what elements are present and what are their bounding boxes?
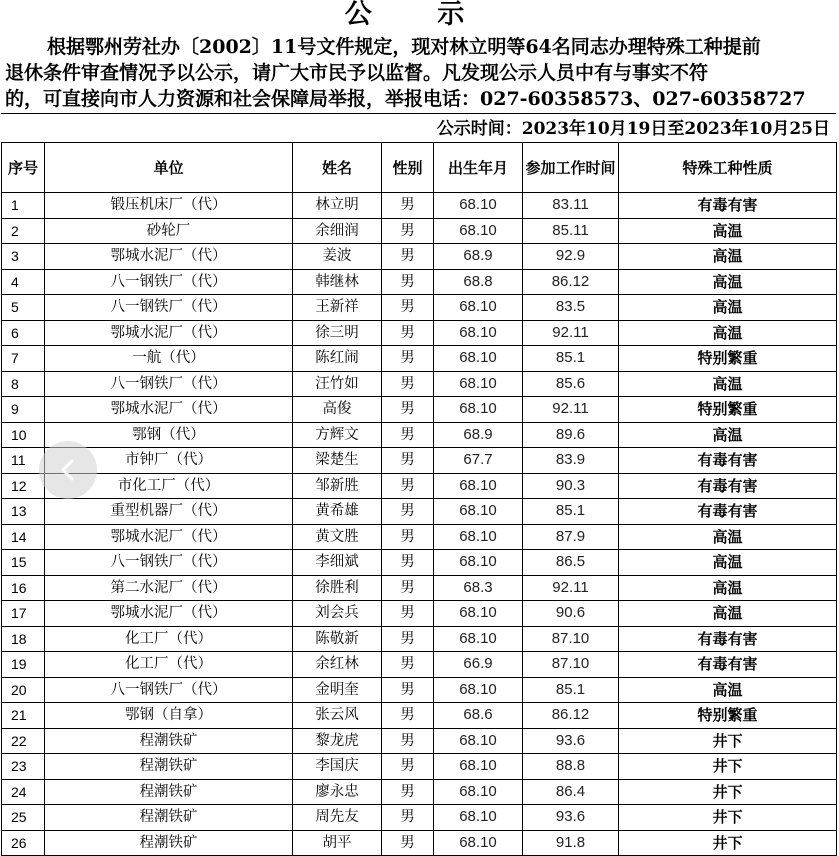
cell-gender: 男 <box>382 244 434 270</box>
cell-seq: 24 <box>2 779 45 805</box>
cell-unit: 鄂城水泥厂（代） <box>45 397 293 423</box>
notice-sheet <box>1 0 836 854</box>
cell-seq: 18 <box>2 626 45 652</box>
table-row <box>2 218 837 244</box>
cell-work-start: 86.12 <box>523 703 619 729</box>
cell-gender: 男 <box>382 779 434 805</box>
cell-job-nature: 井下 <box>619 779 837 805</box>
cell-name: 姜波 <box>293 244 382 270</box>
cell-name: 黄文胜 <box>293 524 382 550</box>
cell-unit: 砂轮厂 <box>45 218 293 244</box>
cell-gender: 男 <box>382 269 434 295</box>
table-row <box>2 397 837 423</box>
cell-seq: 20 <box>2 677 45 703</box>
cell-work-start: 92.11 <box>523 575 619 601</box>
cell-seq: 5 <box>2 295 45 321</box>
cell-job-nature: 高温 <box>619 320 837 346</box>
cell-seq: 19 <box>2 652 45 678</box>
cell-seq: 25 <box>2 805 45 831</box>
table-row <box>2 754 837 780</box>
cell-job-nature: 高温 <box>619 269 837 295</box>
cell-unit: 程潮铁矿 <box>45 754 293 780</box>
cell-unit: 八一钢铁厂（代） <box>45 550 293 576</box>
table-row <box>2 499 837 525</box>
cell-seq: 9 <box>2 397 45 423</box>
cell-name: 高俊 <box>293 397 382 423</box>
cell-seq: 11 <box>2 448 45 474</box>
cell-work-start: 91.8 <box>523 830 619 856</box>
cell-unit: 程潮铁矿 <box>45 805 293 831</box>
divider <box>1 113 836 114</box>
cell-unit: 鄂钢（自拿） <box>45 703 293 729</box>
cell-gender: 男 <box>382 754 434 780</box>
intro-line: 根据鄂州劳社办〔2002〕11号文件规定，现对林立明等64名同志办理特殊工种提前 <box>47 36 761 58</box>
table-row <box>2 448 837 474</box>
header-seq: 序号 <box>2 143 45 193</box>
cell-name: 廖永忠 <box>293 779 382 805</box>
notice-period: 公示时间：2023年10月19日至2023年10月25日 <box>436 119 830 139</box>
table-row <box>2 626 837 652</box>
cell-job-nature: 高温 <box>619 524 837 550</box>
cell-gender: 男 <box>382 397 434 423</box>
cell-work-start: 85.1 <box>523 346 619 372</box>
cell-job-nature: 高温 <box>619 601 837 627</box>
cell-gender: 男 <box>382 703 434 729</box>
cell-unit: 一航（代） <box>45 346 293 372</box>
cell-birth: 68.10 <box>434 601 523 627</box>
cell-unit: 第二水泥厂（代） <box>45 575 293 601</box>
table-body <box>2 193 837 856</box>
cell-gender: 男 <box>382 499 434 525</box>
cell-work-start: 86.4 <box>523 779 619 805</box>
cell-unit: 锻压机床厂（代） <box>45 193 293 219</box>
cell-gender: 男 <box>382 677 434 703</box>
table-row <box>2 371 837 397</box>
cell-job-nature: 井下 <box>619 754 837 780</box>
cell-job-nature: 有毒有害 <box>619 626 837 652</box>
cell-seq: 12 <box>2 473 45 499</box>
cell-work-start: 86.12 <box>523 269 619 295</box>
cell-job-nature: 有毒有害 <box>619 448 837 474</box>
cell-job-nature: 高温 <box>619 244 837 270</box>
cell-gender: 男 <box>382 805 434 831</box>
cell-seq: 26 <box>2 830 45 856</box>
cell-job-nature: 特别繁重 <box>619 346 837 372</box>
page-title: 公 示 <box>344 0 493 30</box>
cell-unit: 重型机器厂（代） <box>45 499 293 525</box>
cell-gender: 男 <box>382 473 434 499</box>
cell-name: 李细斌 <box>293 550 382 576</box>
cell-name: 徐胜利 <box>293 575 382 601</box>
cell-name: 黄希雄 <box>293 499 382 525</box>
cell-seq: 21 <box>2 703 45 729</box>
cell-seq: 14 <box>2 524 45 550</box>
cell-work-start: 87.10 <box>523 652 619 678</box>
cell-work-start: 93.6 <box>523 805 619 831</box>
cell-unit: 化工厂（代） <box>45 652 293 678</box>
cell-birth: 68.9 <box>434 422 523 448</box>
cell-work-start: 93.6 <box>523 728 619 754</box>
table-row <box>2 269 837 295</box>
cell-gender: 男 <box>382 346 434 372</box>
cell-seq: 13 <box>2 499 45 525</box>
cell-birth: 68.6 <box>434 703 523 729</box>
cell-gender: 男 <box>382 295 434 321</box>
table-row <box>2 524 837 550</box>
cell-unit: 鄂钢（代） <box>45 422 293 448</box>
cell-name: 邹新胜 <box>293 473 382 499</box>
cell-gender: 男 <box>382 422 434 448</box>
cell-job-nature: 有毒有害 <box>619 652 837 678</box>
cell-seq: 8 <box>2 371 45 397</box>
cell-gender: 男 <box>382 371 434 397</box>
cell-name: 林立明 <box>293 193 382 219</box>
header-work-start: 参加工作时间 <box>523 143 619 193</box>
cell-birth: 68.10 <box>434 193 523 219</box>
cell-unit: 程潮铁矿 <box>45 728 293 754</box>
cell-birth: 68.10 <box>434 830 523 856</box>
cell-unit: 鄂城水泥厂（代） <box>45 320 293 346</box>
cell-birth: 68.10 <box>434 218 523 244</box>
cell-job-nature: 高温 <box>619 218 837 244</box>
cell-seq: 4 <box>2 269 45 295</box>
table-row <box>2 550 837 576</box>
cell-job-nature: 高温 <box>619 550 837 576</box>
table-row <box>2 244 837 270</box>
cell-job-nature: 有毒有害 <box>619 193 837 219</box>
cell-job-nature: 特别繁重 <box>619 703 837 729</box>
table-row <box>2 652 837 678</box>
cell-job-nature: 井下 <box>619 830 837 856</box>
header-name: 姓名 <box>293 143 382 193</box>
cell-work-start: 83.5 <box>523 295 619 321</box>
cell-work-start: 85.1 <box>523 677 619 703</box>
cell-work-start: 85.6 <box>523 371 619 397</box>
cell-work-start: 92.11 <box>523 397 619 423</box>
table-row <box>2 677 837 703</box>
table-row <box>2 601 837 627</box>
cell-job-nature: 高温 <box>619 677 837 703</box>
header-job-nature: 特殊工种性质 <box>619 143 837 193</box>
cell-name: 王新祥 <box>293 295 382 321</box>
cell-name: 张云风 <box>293 703 382 729</box>
cell-name: 梁楚生 <box>293 448 382 474</box>
table-row <box>2 728 837 754</box>
cell-unit: 鄂城水泥厂（代） <box>45 244 293 270</box>
table-row <box>2 320 837 346</box>
previous-page-button[interactable] <box>39 441 97 499</box>
cell-birth: 68.10 <box>434 499 523 525</box>
table-header-row <box>2 143 837 193</box>
cell-birth: 68.8 <box>434 269 523 295</box>
cell-birth: 68.10 <box>434 320 523 346</box>
cell-gender: 男 <box>382 728 434 754</box>
cell-gender: 男 <box>382 524 434 550</box>
cell-job-nature: 高温 <box>619 371 837 397</box>
cell-unit: 鄂城水泥厂（代） <box>45 601 293 627</box>
cell-gender: 男 <box>382 448 434 474</box>
cell-gender: 男 <box>382 320 434 346</box>
cell-unit: 八一钢铁厂（代） <box>45 269 293 295</box>
table-row <box>2 473 837 499</box>
cell-birth: 68.10 <box>434 728 523 754</box>
cell-birth: 68.10 <box>434 346 523 372</box>
cell-name: 金明奎 <box>293 677 382 703</box>
cell-job-nature: 有毒有害 <box>619 473 837 499</box>
cell-seq: 1 <box>2 193 45 219</box>
table-row <box>2 830 837 856</box>
cell-name: 余细润 <box>293 218 382 244</box>
table-row <box>2 193 837 219</box>
chevron-left-icon <box>57 458 79 482</box>
cell-unit: 化工厂（代） <box>45 626 293 652</box>
cell-seq: 7 <box>2 346 45 372</box>
cell-work-start: 83.9 <box>523 448 619 474</box>
cell-birth: 68.3 <box>434 575 523 601</box>
cell-name: 黎龙虎 <box>293 728 382 754</box>
header-unit: 单位 <box>45 143 293 193</box>
cell-job-nature: 高温 <box>619 422 837 448</box>
cell-seq: 15 <box>2 550 45 576</box>
cell-name: 汪竹如 <box>293 371 382 397</box>
cell-birth: 68.10 <box>434 805 523 831</box>
cell-birth: 68.10 <box>434 524 523 550</box>
cell-birth: 68.10 <box>434 754 523 780</box>
table-row <box>2 422 837 448</box>
cell-work-start: 92.9 <box>523 244 619 270</box>
cell-unit: 八一钢铁厂（代） <box>45 295 293 321</box>
cell-gender: 男 <box>382 830 434 856</box>
cell-job-nature: 井下 <box>619 728 837 754</box>
cell-gender: 男 <box>382 652 434 678</box>
retirement-table <box>1 142 837 856</box>
table-row <box>2 346 837 372</box>
cell-seq: 10 <box>2 422 45 448</box>
cell-birth: 68.9 <box>434 244 523 270</box>
cell-name: 刘会兵 <box>293 601 382 627</box>
cell-birth: 68.10 <box>434 371 523 397</box>
intro-line: 的，可直接向市人力资源和社会保障局举报，举报电话：027-60358573、027-60358727 <box>5 88 806 110</box>
cell-name: 周先友 <box>293 805 382 831</box>
cell-work-start: 90.6 <box>523 601 619 627</box>
cell-name: 胡平 <box>293 830 382 856</box>
cell-work-start: 87.9 <box>523 524 619 550</box>
cell-gender: 男 <box>382 218 434 244</box>
cell-name: 陈红闹 <box>293 346 382 372</box>
cell-unit: 市钟厂（代） <box>45 448 293 474</box>
cell-name: 韩继林 <box>293 269 382 295</box>
cell-job-nature: 高温 <box>619 575 837 601</box>
table-row <box>2 295 837 321</box>
cell-work-start: 87.10 <box>523 626 619 652</box>
cell-birth: 68.10 <box>434 626 523 652</box>
cell-unit: 程潮铁矿 <box>45 830 293 856</box>
cell-birth: 66.9 <box>434 652 523 678</box>
cell-gender: 男 <box>382 626 434 652</box>
intro-paragraph <box>5 34 831 112</box>
cell-job-nature: 特别繁重 <box>619 397 837 423</box>
cell-seq: 2 <box>2 218 45 244</box>
cell-work-start: 89.6 <box>523 422 619 448</box>
cell-work-start: 88.8 <box>523 754 619 780</box>
cell-gender: 男 <box>382 575 434 601</box>
cell-name: 方辉文 <box>293 422 382 448</box>
cell-work-start: 83.11 <box>523 193 619 219</box>
cell-seq: 3 <box>2 244 45 270</box>
cell-seq: 17 <box>2 601 45 627</box>
cell-job-nature: 井下 <box>619 805 837 831</box>
header-birth: 出生年月 <box>434 143 523 193</box>
cell-gender: 男 <box>382 193 434 219</box>
cell-name: 余红林 <box>293 652 382 678</box>
cell-name: 陈敬新 <box>293 626 382 652</box>
cell-unit: 鄂城水泥厂（代） <box>45 524 293 550</box>
cell-name: 徐三明 <box>293 320 382 346</box>
cell-work-start: 86.5 <box>523 550 619 576</box>
cell-unit: 市化工厂（代） <box>45 473 293 499</box>
cell-job-nature: 有毒有害 <box>619 499 837 525</box>
cell-birth: 68.10 <box>434 295 523 321</box>
table-row <box>2 575 837 601</box>
header-gender: 性别 <box>382 143 434 193</box>
cell-birth: 68.10 <box>434 550 523 576</box>
cell-gender: 男 <box>382 601 434 627</box>
cell-name: 李国庆 <box>293 754 382 780</box>
cell-unit: 程潮铁矿 <box>45 779 293 805</box>
cell-birth: 68.10 <box>434 473 523 499</box>
cell-seq: 23 <box>2 754 45 780</box>
cell-birth: 67.7 <box>434 448 523 474</box>
cell-work-start: 85.1 <box>523 499 619 525</box>
cell-unit: 八一钢铁厂（代） <box>45 371 293 397</box>
table-row <box>2 805 837 831</box>
cell-work-start: 90.3 <box>523 473 619 499</box>
cell-seq: 22 <box>2 728 45 754</box>
cell-birth: 68.10 <box>434 677 523 703</box>
cell-unit: 八一钢铁厂（代） <box>45 677 293 703</box>
cell-work-start: 92.11 <box>523 320 619 346</box>
cell-seq: 16 <box>2 575 45 601</box>
cell-seq: 6 <box>2 320 45 346</box>
cell-work-start: 85.11 <box>523 218 619 244</box>
cell-job-nature: 高温 <box>619 295 837 321</box>
intro-line: 退休条件审查情况予以公示，请广大市民予以监督。凡发现公示人员中有与事实不符 <box>5 62 709 84</box>
table-row <box>2 703 837 729</box>
cell-birth: 68.10 <box>434 779 523 805</box>
cell-birth: 68.10 <box>434 397 523 423</box>
table-row <box>2 779 837 805</box>
cell-gender: 男 <box>382 550 434 576</box>
